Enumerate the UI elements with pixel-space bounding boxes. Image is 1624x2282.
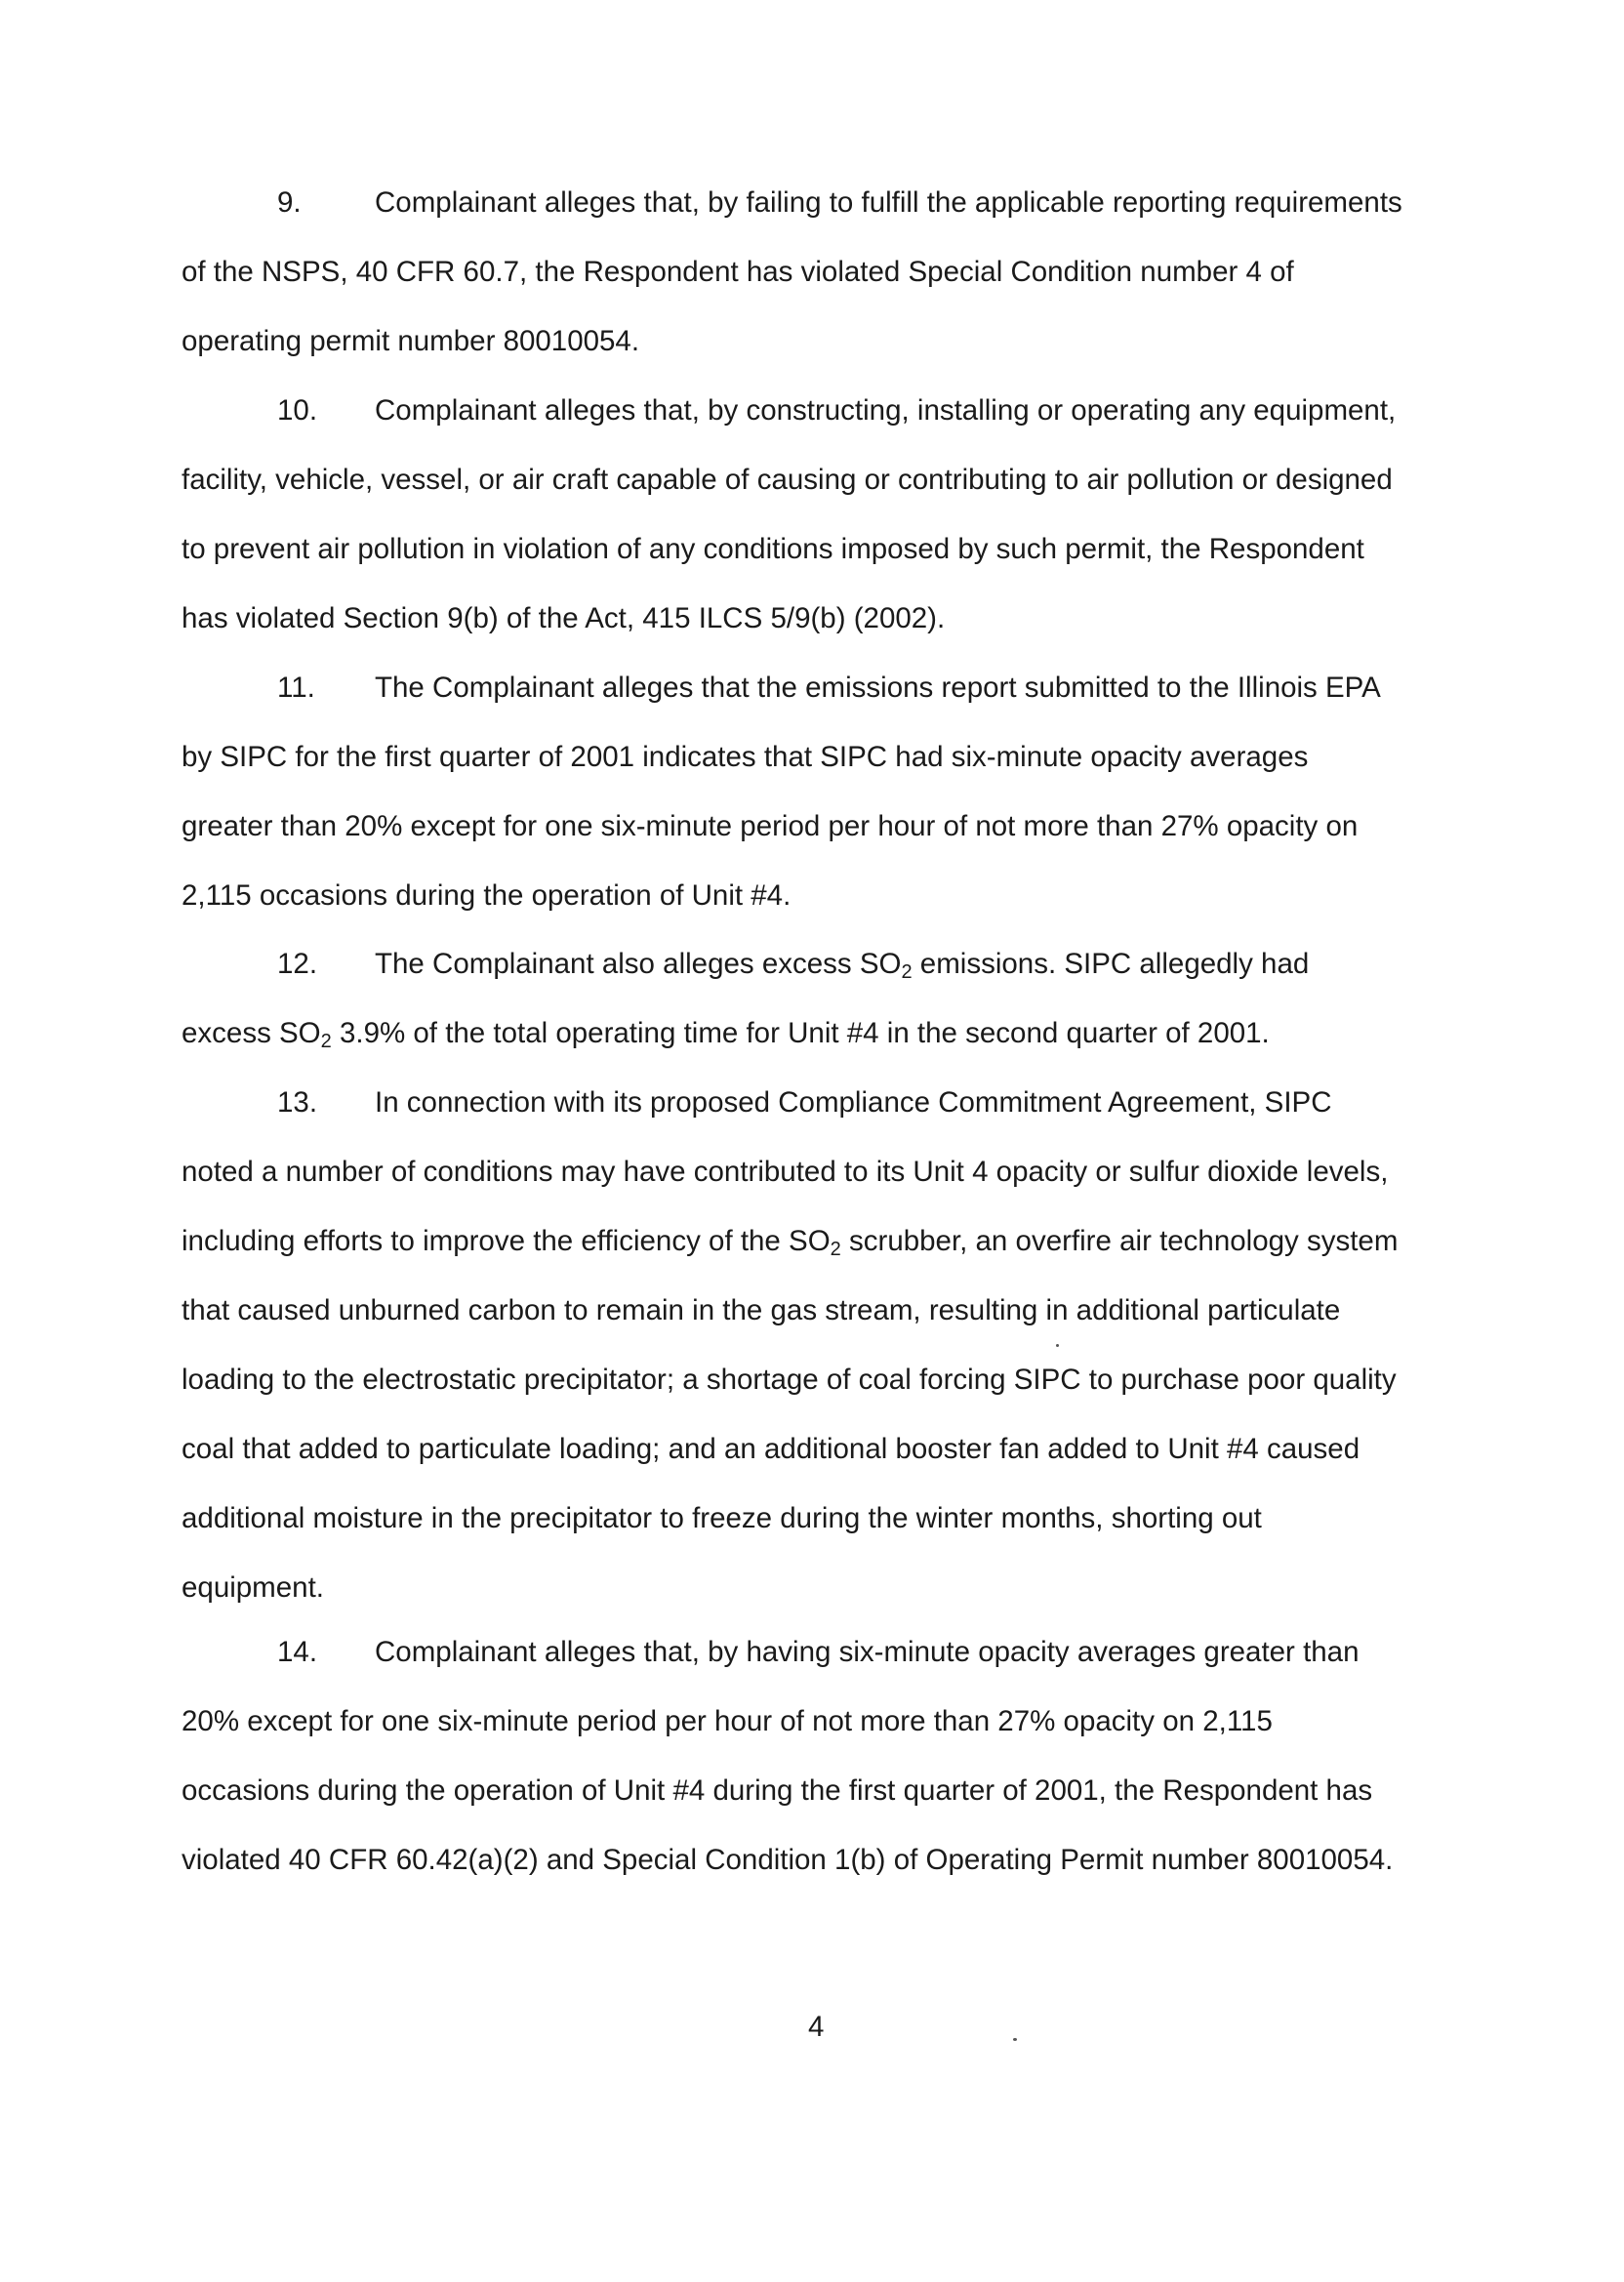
paragraph-line — [182, 998, 1460, 1068]
paragraph-10 — [182, 376, 1460, 653]
paragraph-line: of the NSPS, 40 CFR 60.7, the Respondent has violated Special Condition number 4 of — [182, 256, 1294, 288]
paragraph-text: including efforts to improve the efficiency of the SO — [182, 1225, 831, 1257]
paragraph-line: additional moisture in the precipitator to freeze during the winter months, shorting out — [182, 1502, 1262, 1534]
paragraph-line: to prevent air pollution in violation of any conditions imposed by such permit, the Respondent — [182, 533, 1364, 565]
paragraph-line: has violated Section 9(b) of the Act, 415 ILCS 5/9(b) (2002). — [182, 602, 946, 634]
paragraph-line — [182, 376, 1460, 445]
paragraph-line — [182, 653, 1460, 722]
paragraph-line: coal that added to particulate loading; and an additional booster fan added to Unit #4 caused — [182, 1433, 1360, 1465]
paragraph-line: that caused unburned carbon to remain in the gas stream, resulting in additional particulate — [182, 1294, 1341, 1326]
subscript: 2 — [901, 961, 913, 983]
paragraph-text: The Complainant also alleges excess SO — [375, 948, 902, 980]
paragraph-line — [182, 1206, 1460, 1276]
paragraph-line: 20% except for one six-minute period per hour of not more than 27% opacity on 2,115 — [182, 1705, 1273, 1737]
paragraph-line: 2,115 occasions during the operation of Unit #4. — [182, 879, 792, 912]
paragraph-line — [182, 168, 1460, 237]
subscript: 2 — [320, 1031, 332, 1052]
paragraph-text: Complainant alleges that, by constructing, installing or operating any equipment, — [375, 394, 1397, 427]
paragraph-9 — [182, 168, 1460, 376]
paragraph-number: 13. — [277, 1086, 318, 1119]
paragraph-line: occasions during the operation of Unit #4 during the first quarter of 2001, the Respondent has — [182, 1774, 1373, 1807]
paragraph-13 — [182, 1068, 1460, 1622]
paragraph-text: emissions. SIPC allegedly had — [912, 948, 1310, 980]
paragraph-line: operating permit number 80010054. — [182, 325, 640, 357]
paragraph-text: scrubber, an overfire air technology system — [840, 1225, 1399, 1257]
paragraph-line: equipment. — [182, 1571, 324, 1604]
paragraph-12 — [182, 929, 1460, 1068]
subscript: 2 — [830, 1239, 841, 1260]
paragraph-number: 10. — [277, 394, 318, 427]
paragraph-number: 9. — [277, 186, 302, 219]
paragraph-line: greater than 20% except for one six-minute period per hour of not more than 27% opacity on — [182, 810, 1359, 842]
paragraph-line — [182, 1068, 1460, 1137]
paragraph-line: by SIPC for the first quarter of 2001 indicates that SIPC had six-minute opacity averages — [182, 741, 1309, 773]
paragraph-text: The Complainant alleges that the emissions report submitted to the Illinois EPA — [375, 672, 1381, 704]
page-number: 4 — [808, 2011, 825, 2043]
paragraph-text: 3.9% of the total operating time for Unit #4 in the second quarter of 2001. — [331, 1017, 1270, 1049]
paragraph-number: 11. — [277, 672, 315, 704]
paragraph-text: Complainant alleges that, by failing to fulfill the applicable reporting requirements — [375, 186, 1402, 219]
paragraph-line — [182, 929, 1460, 998]
paragraph-line: violated 40 CFR 60.42(a)(2) and Special Condition 1(b) of Operating Permit number 80010054. — [182, 1844, 1394, 1876]
paragraph-number: 12. — [277, 948, 318, 980]
paragraph-11 — [182, 653, 1460, 930]
scan-speck — [1056, 1344, 1059, 1347]
paragraph-line: loading to the electrostatic precipitator; a shortage of coal forcing SIPC to purchase poor quality — [182, 1364, 1397, 1396]
paragraph-14 — [182, 1617, 1460, 1895]
paragraph-line: facility, vehicle, vessel, or air craft capable of causing or contributing to air pollution or designed — [182, 464, 1393, 496]
scan-speck — [1013, 2038, 1017, 2041]
paragraph-number: 14. — [277, 1636, 318, 1668]
paragraph-line: noted a number of conditions may have contributed to its Unit 4 opacity or sulfur dioxide levels, — [182, 1156, 1389, 1188]
paragraph-text: Complainant alleges that, by having six-minute opacity averages greater than — [375, 1636, 1360, 1668]
paragraph-text: excess SO — [182, 1017, 321, 1049]
paragraph-line — [182, 1617, 1460, 1687]
paragraph-text: In connection with its proposed Compliance Commitment Agreement, SIPC — [375, 1086, 1332, 1119]
